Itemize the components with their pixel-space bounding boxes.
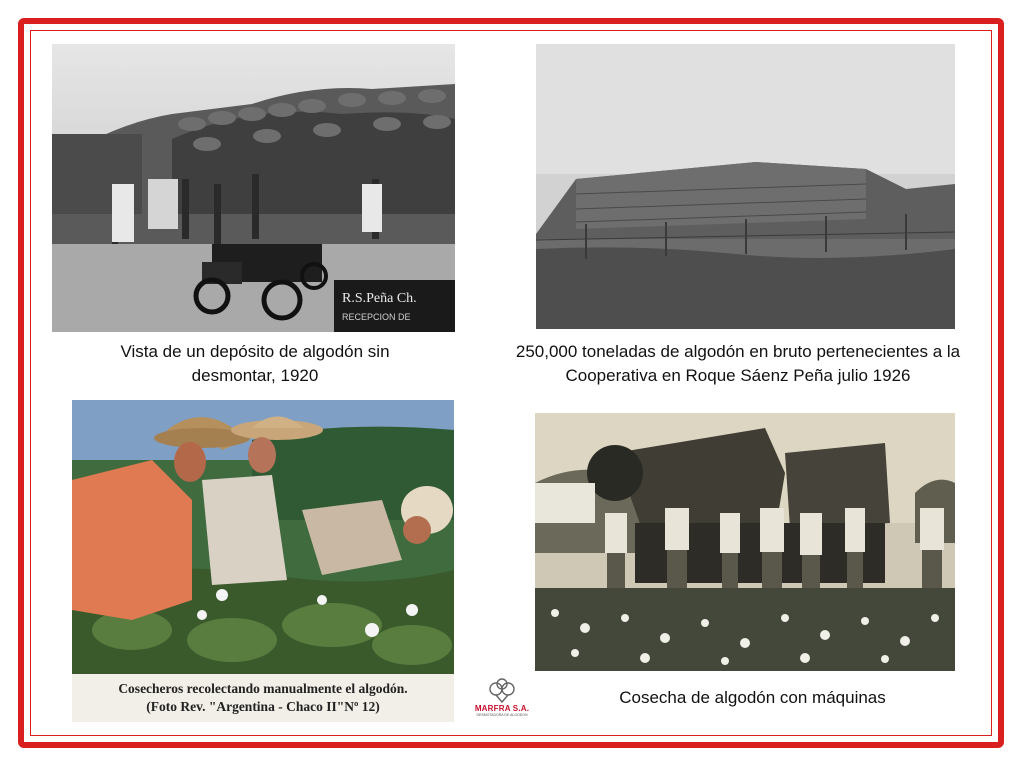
caption-line: desmontar, 1920 [191,366,319,385]
marfra-logo [470,678,534,726]
caption-line: (Foto Rev. "Argentina - Chaco II"Nº 12) [146,699,380,714]
caption-line: Cooperativa en Roque Sáenz Peña julio 1926 [565,366,911,385]
caption-cotton-depot-1920 [70,340,440,388]
caption-line: Cosecha de algodón con máquinas [619,688,886,707]
photo-cotton-depot-1920 [52,44,455,332]
depot-sign-text: R.S.Peña Ch. [342,291,417,306]
caption-cotton-machine-harvest [560,686,945,710]
logo-tagline: DESMOTADORA DE ALGODON [476,713,528,717]
photo-inline-caption [72,680,454,716]
photo-cotton-stack-1926 [536,44,955,329]
depot-sign-subtext: RECEPCION DE [342,312,411,322]
caption-cotton-stack-1926 [488,340,988,388]
photo-cotton-pickers [72,400,454,722]
cotton-boll-icon [485,678,519,704]
caption-line: Vista de un depósito de algodón sin [120,342,390,361]
photo-cotton-machine-harvest [535,413,955,671]
caption-line: 250,000 toneladas de algodón en bruto pertenecientes a la [515,342,961,361]
logo-name: MARFRA S.A. [474,704,530,713]
caption-line: Cosecheros recolectando manualmente el algodón. [118,681,408,696]
